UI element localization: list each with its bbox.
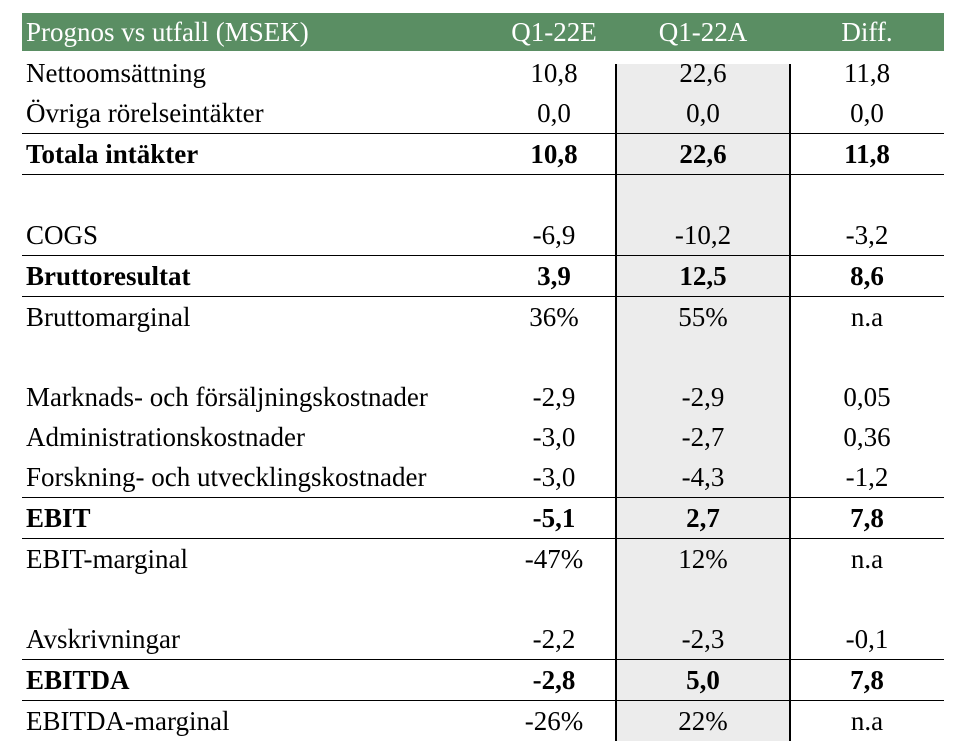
actual-value: -4,3 bbox=[681, 461, 725, 492]
row-label: Avskrivningar bbox=[26, 623, 180, 654]
table-row-total bbox=[22, 255, 944, 297]
actual-value: 2,7 bbox=[686, 502, 720, 533]
spacer-row bbox=[22, 579, 944, 619]
forecast-value: -2,2 bbox=[532, 623, 576, 654]
forecast-value: -26% bbox=[524, 705, 584, 736]
actual-value: -10,2 bbox=[674, 219, 732, 250]
table-row bbox=[22, 297, 944, 337]
diff-value: -3,2 bbox=[845, 219, 889, 250]
table-row bbox=[22, 215, 944, 255]
table-row bbox=[22, 93, 944, 133]
forecast-value: -5,1 bbox=[532, 502, 576, 533]
table-row bbox=[22, 53, 944, 93]
forecast-vs-actual-table bbox=[22, 13, 944, 741]
row-label: EBIT-marginal bbox=[26, 543, 188, 574]
row-label: Nettoomsättning bbox=[26, 57, 206, 88]
row-label: Övriga rörelseintäkter bbox=[26, 97, 264, 128]
forecast-value: -47% bbox=[524, 543, 584, 574]
row-label: Marknads- och försäljningskostnader bbox=[26, 381, 428, 412]
actual-value: -2,7 bbox=[681, 421, 725, 452]
actual-value: 12,5 bbox=[679, 260, 727, 291]
diff-value: 7,8 bbox=[850, 502, 884, 533]
table-row bbox=[22, 417, 944, 457]
column-header-actual: Q1-22A bbox=[658, 16, 748, 47]
diff-value: n.a bbox=[850, 705, 884, 736]
forecast-value: 0,0 bbox=[537, 97, 571, 128]
forecast-value: 36% bbox=[529, 301, 579, 332]
diff-value: 0,05 bbox=[843, 381, 891, 412]
table-row bbox=[22, 701, 944, 741]
diff-value: 8,6 bbox=[850, 260, 884, 291]
actual-value: 5,0 bbox=[686, 664, 720, 695]
actual-value: 0,0 bbox=[686, 97, 720, 128]
forecast-value: -6,9 bbox=[532, 219, 576, 250]
diff-value: 0,0 bbox=[850, 97, 884, 128]
forecast-value: 10,8 bbox=[530, 138, 578, 169]
row-label: Bruttoresultat bbox=[26, 260, 191, 291]
table-header bbox=[22, 13, 944, 53]
table-row-total bbox=[22, 133, 944, 175]
table-row bbox=[22, 377, 944, 417]
forecast-value: -3,0 bbox=[532, 421, 576, 452]
forecast-value: 3,9 bbox=[537, 260, 571, 291]
spacer-row bbox=[22, 175, 944, 215]
table-row bbox=[22, 619, 944, 659]
row-label: EBITDA-marginal bbox=[26, 705, 230, 736]
actual-value: 22,6 bbox=[679, 57, 727, 88]
forecast-value: -2,9 bbox=[532, 381, 576, 412]
diff-value: 11,8 bbox=[844, 138, 890, 169]
spacer-row bbox=[22, 337, 944, 377]
forecast-value: -2,8 bbox=[532, 664, 576, 695]
diff-value: 7,8 bbox=[850, 664, 884, 695]
row-label: Forskning- och utvecklingskostnader bbox=[26, 461, 427, 492]
diff-value: 0,36 bbox=[843, 421, 891, 452]
table-row-total bbox=[22, 659, 944, 701]
table-row bbox=[22, 539, 944, 579]
row-label: COGS bbox=[26, 219, 99, 250]
row-label: EBITDA bbox=[26, 664, 130, 695]
row-label: Administrationskostnader bbox=[26, 421, 305, 452]
actual-value: 12% bbox=[678, 543, 728, 574]
actual-value: 22% bbox=[678, 705, 728, 736]
actual-value: 22,6 bbox=[679, 138, 727, 169]
column-header-diff: Diff. bbox=[841, 16, 893, 47]
diff-value: -0,1 bbox=[845, 623, 889, 654]
row-label: Bruttomarginal bbox=[26, 301, 191, 332]
table-row-total bbox=[22, 497, 944, 539]
table-row bbox=[22, 457, 944, 497]
diff-value: 11,8 bbox=[843, 57, 891, 88]
row-label: EBIT bbox=[26, 502, 91, 533]
actual-value: -2,3 bbox=[681, 623, 725, 654]
diff-value: n.a bbox=[850, 543, 884, 574]
forecast-value: -3,0 bbox=[532, 461, 576, 492]
actual-value: 55% bbox=[678, 301, 728, 332]
forecast-value: 10,8 bbox=[530, 57, 578, 88]
diff-value: n.a bbox=[850, 301, 884, 332]
row-label: Totala intäkter bbox=[26, 138, 199, 169]
diff-value: -1,2 bbox=[845, 461, 889, 492]
column-header-forecast: Q1-22E bbox=[511, 16, 597, 47]
table-title: Prognos vs utfall (MSEK) bbox=[26, 16, 309, 47]
actual-value: -2,9 bbox=[681, 381, 725, 412]
